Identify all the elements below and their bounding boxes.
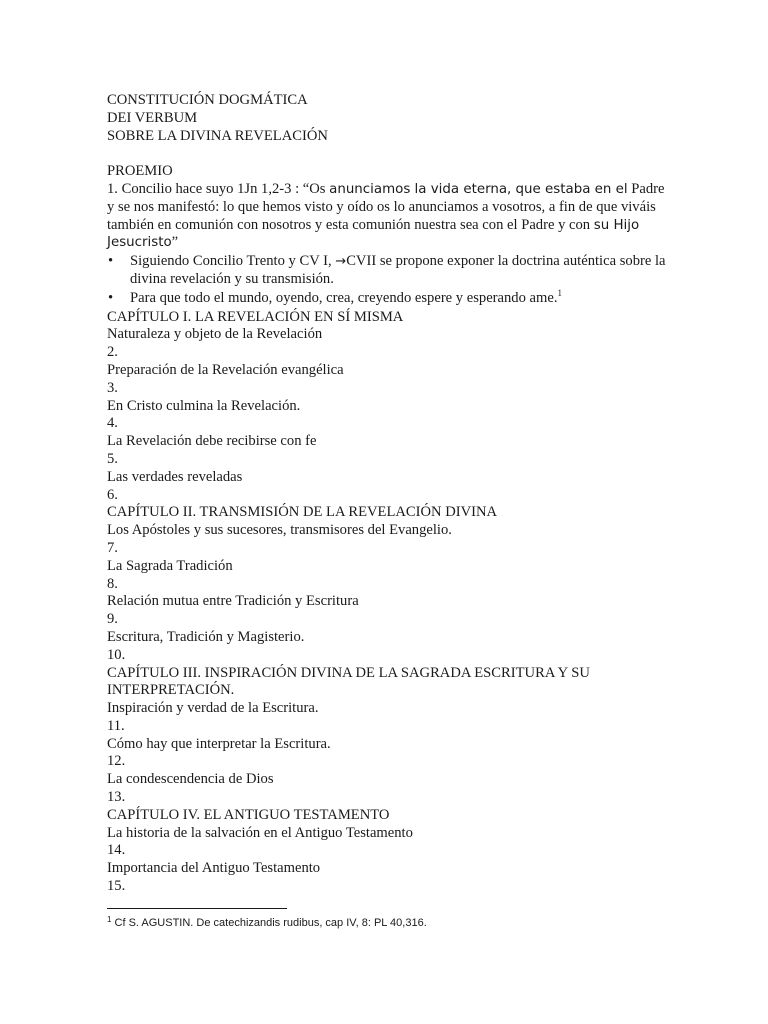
document-body bbox=[107, 92, 667, 896]
outline-line: CAPÍTULO IV. EL ANTIGUO TESTAMENTO bbox=[107, 806, 390, 823]
outline-line: 8. bbox=[107, 575, 118, 592]
title-line: DEI VERBUM bbox=[107, 109, 198, 126]
outline-line: 4. bbox=[107, 415, 118, 432]
outline-line: Importancia del Antiguo Testamento bbox=[107, 860, 321, 877]
outline-line: Naturaleza y objeto de la Revelación bbox=[107, 326, 323, 343]
outline-line: La historia de la salvación en el Antiguo Testamento bbox=[107, 824, 413, 841]
outline-line: 10. bbox=[107, 646, 126, 663]
outline-line: 5. bbox=[107, 450, 118, 467]
outline-line: Los Apóstoles y sus sucesores, transmisores del Evangelio. bbox=[107, 522, 452, 539]
proemio-heading: PROEMIO bbox=[107, 163, 173, 180]
footnote-reference[interactable]: 1 bbox=[557, 287, 563, 298]
outline-line: 7. bbox=[107, 539, 118, 556]
footnote-separator bbox=[107, 908, 287, 909]
outline-line: 13. bbox=[107, 789, 126, 806]
outline-line: 11. bbox=[107, 717, 125, 734]
list-item: • Siguiendo Concilio Trento y CV I, →CVII se propone exponer la doctrina auténtica sobre la divina revelación y su transmisión. bbox=[108, 253, 666, 287]
outline-line: CAPÍTULO II. TRANSMISIÓN DE LA REVELACIÓN DIVINA bbox=[107, 504, 498, 521]
list-item: • Para que todo el mundo, oyendo, crea, creyendo espere y esperando ame.$^1$ bbox=[108, 287, 563, 306]
arrow-right-icon: → bbox=[335, 254, 347, 270]
outline-line: Relación mutua entre Tradición y Escritura bbox=[107, 593, 359, 610]
outline-line: INTERPRETACIÓN. bbox=[107, 682, 235, 699]
bullet-icon: • bbox=[108, 253, 114, 270]
outline-line: La Revelación debe recibirse con fe bbox=[107, 433, 317, 450]
outline-line: CAPÍTULO I. LA REVELACIÓN EN SÍ MISMA bbox=[107, 308, 404, 325]
outline-line: 2. bbox=[107, 344, 118, 361]
proemio-paragraph: 1. Concilio hace suyo 1Jn 1,2-3 : “Os anunciamos la vida eterna, que estaba en el Padre y se nos manifestó: lo que hemos visto y oído os lo anunciamos a vosotros, a fin de que viváis también en comunión con nosotros y esta comunión nuestra sea con el Padre y con su Hijo Jesucristo” bbox=[107, 180, 665, 251]
title-line: SOBRE LA DIVINA REVELACIÓN bbox=[107, 127, 328, 144]
outline-line: CAPÍTULO III. INSPIRACIÓN DIVINA DE LA SAGRADA ESCRITURA Y SU bbox=[107, 664, 590, 681]
outline-line: La condescendencia de Dios bbox=[107, 771, 274, 788]
footnote-text: Cf S. AGUSTIN. De catechizandis rudibus, cap IV, 8: PL 40,316. bbox=[111, 917, 427, 929]
outline-line: Inspiración y verdad de la Escritura. bbox=[107, 700, 319, 717]
bullet-icon: • bbox=[108, 289, 114, 306]
outline-line: La Sagrada Tradición bbox=[107, 557, 233, 574]
blank-line bbox=[107, 145, 667, 163]
outline-line: 3. bbox=[107, 379, 118, 396]
outline-line: 6. bbox=[107, 486, 118, 503]
title-line: CONSTITUCIÓN DOGMÁTICA bbox=[107, 92, 308, 108]
outline-line: 9. bbox=[107, 611, 118, 628]
footnote bbox=[107, 917, 427, 929]
outline-line: Cómo hay que interpretar la Escritura. bbox=[107, 735, 331, 752]
chapter-outline bbox=[107, 309, 667, 896]
outline-line: Escritura, Tradición y Magisterio. bbox=[107, 628, 305, 645]
outline-line: 15. bbox=[107, 878, 126, 895]
outline-line: Las verdades reveladas bbox=[107, 468, 243, 485]
proemio-bullet-list bbox=[107, 253, 667, 307]
document-title bbox=[107, 92, 667, 145]
outline-line: En Cristo culmina la Revelación. bbox=[107, 397, 301, 414]
outline-line: 14. bbox=[107, 842, 126, 859]
footnote-marker: 1 bbox=[107, 915, 112, 924]
outline-line: Preparación de la Revelación evangélica bbox=[107, 361, 344, 378]
outline-line: 12. bbox=[107, 753, 126, 770]
